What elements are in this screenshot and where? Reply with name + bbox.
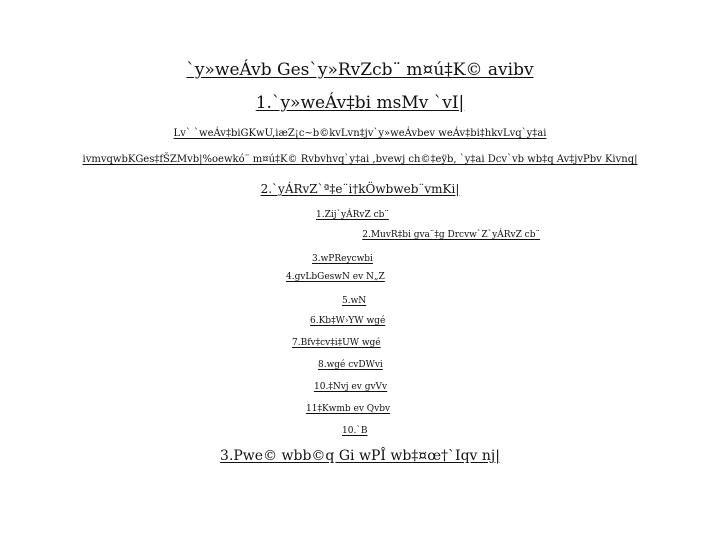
list-item: 6.Kb‡W›YW wgé — [310, 316, 386, 326]
paragraph-line-1: Lv` `weÁv‡biGKwU,iæZ¡c~b©kvLvn‡jv`y»weÁvbev weÁv‡bi‡hkvLvq`y‡ai — [173, 128, 547, 139]
list-item: 11‡Kwmb ev Qvbv — [306, 404, 391, 414]
list-item: 8.wgé cvDWvi — [318, 360, 383, 370]
section-2-heading: 2.`yÁRvZ`ª‡e¨i†kÖwbweb¨vmKi| — [260, 182, 460, 196]
section-3-heading: 3.Pwe© wbb©q Gi wPÎ wb‡¤œ†`Iqv nj| — [220, 448, 500, 464]
section-1-heading: 1.`y»weÁv‡bi msMv `vI| — [255, 93, 465, 113]
list-item: 5.wN — [342, 296, 367, 306]
paragraph-line-2: ivmvqwbKGes‡fŠZMvb|%oewkó¨ m¤ú‡K© Rvbvhvq`y‡ai ,bvewj ch©‡eÿb, `y‡ai Dcv`vb wb‡q Av‡jvPbv Kivnq| — [82, 154, 638, 165]
list-item: 2.MuvR‡bi gva¨‡g Drcvw`Z`yÁRvZ cb¨ — [362, 230, 540, 240]
list-item: 4.gvLbGeswN ev N„Z — [286, 272, 385, 282]
list-item: 10.`B — [342, 426, 368, 436]
list-item: 10.‡Nvj ev gvVv — [314, 382, 388, 392]
document-title: `y»weÁvb Ges`y»RvZcb¨ m¤ú‡K© avibv — [186, 60, 534, 80]
list-item: 7.Bfv‡cv‡i‡UW wgé — [292, 338, 381, 348]
list-item: 3.wPReycwbi — [312, 254, 373, 264]
list-item: 1.Zij`yÁRvZ cb¨ — [316, 210, 389, 220]
